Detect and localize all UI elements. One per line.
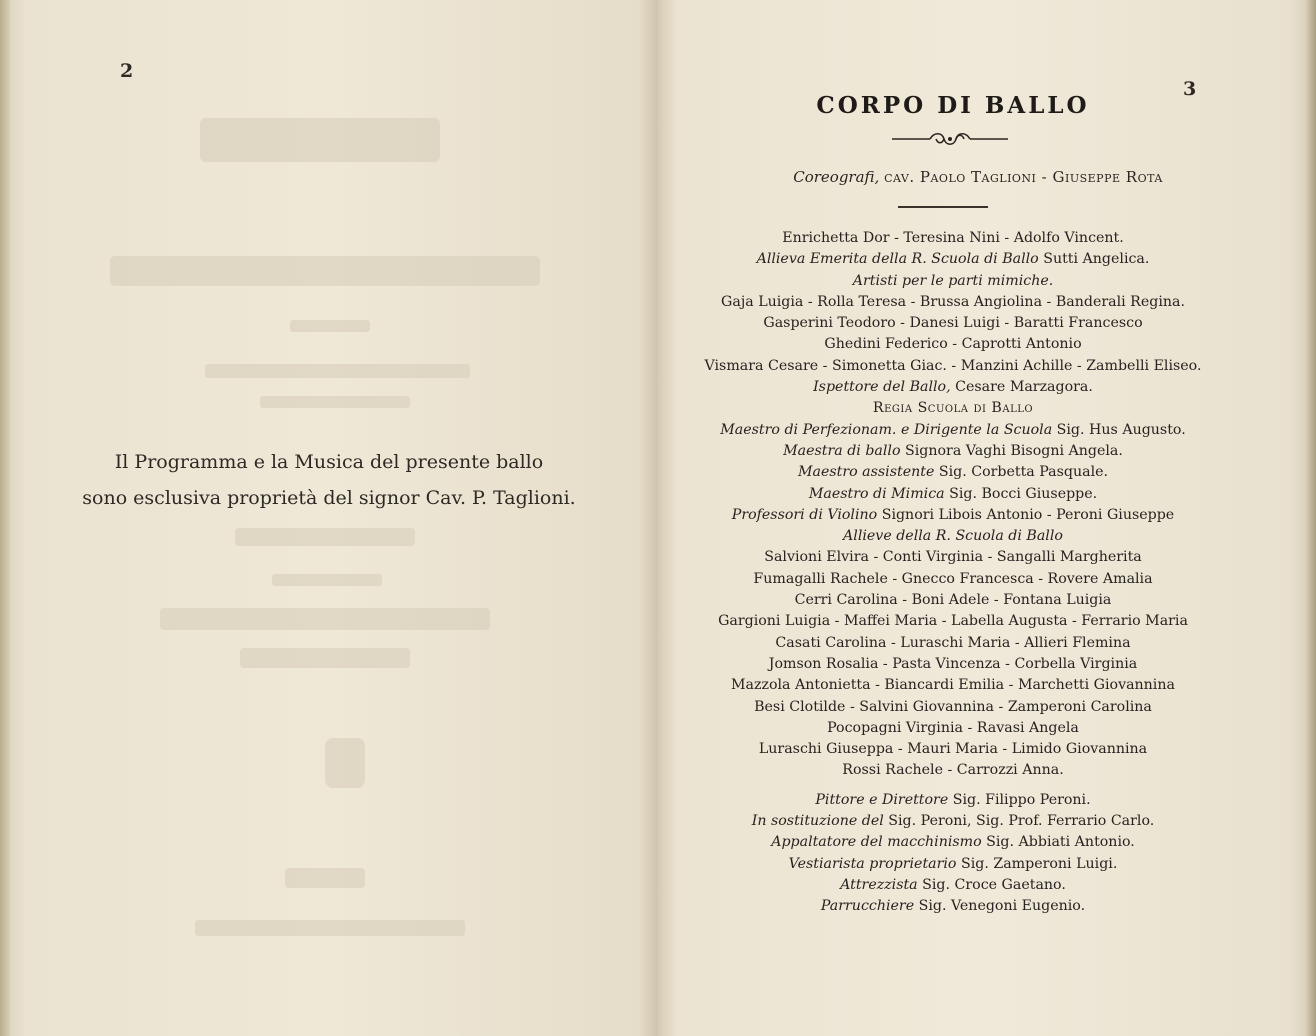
- cast-list: [673, 228, 1233, 918]
- cast-row-names: Ghedini Federico - Caprotti Antonio: [824, 336, 1082, 353]
- cast-row-names: Gasperini Teodoro - Danesi Luigi - Baratti Francesco: [763, 315, 1143, 332]
- right-page: [658, 0, 1316, 1036]
- cast-row-role: Allieve della R. Scuola di Ballo: [843, 528, 1063, 545]
- staff-row-names: Sig. Zamperoni Luigi.: [960, 855, 1118, 872]
- staff-row-role: Pittore e Direttore: [815, 791, 949, 808]
- section-title: CORPO DI BALLO: [816, 92, 1090, 119]
- cast-row-names: Signori Libois Antonio - Peroni Giuseppe: [881, 506, 1175, 523]
- cast-row-names: Cesare Marzagora.: [955, 379, 1093, 396]
- staff-row: [673, 854, 1233, 875]
- cast-row-names: Besi Clotilde - Salvini Giovannina - Zamperoni Carolina: [754, 698, 1152, 715]
- staff-row: [673, 811, 1233, 832]
- divider-rule: [898, 206, 988, 208]
- cast-row: [673, 718, 1233, 739]
- cast-row: [673, 356, 1233, 377]
- staff-row-role: Appaltatore del macchinismo: [771, 834, 982, 851]
- cast-row-role: Maestro assistente: [797, 464, 935, 481]
- cast-row-names: Vismara Cesare - Simonetta Giac. - Manzini Achille - Zambelli Eliseo.: [704, 357, 1202, 374]
- cast-row: [673, 420, 1233, 441]
- cast-row-names: Signora Vaghi Bisogni Angela.: [905, 442, 1123, 459]
- cast-row: [673, 675, 1233, 696]
- staff-row-role: In sostituzione del: [751, 813, 884, 830]
- cast-row: [673, 760, 1233, 781]
- copyright-notice: [0, 444, 658, 516]
- staff-row-names: Sig. Peroni, Sig. Prof. Ferrario Carlo.: [888, 813, 1155, 830]
- cast-row-names: Salvioni Elvira - Conti Virginia - Sangalli Margherita: [764, 549, 1142, 566]
- cast-row-role: Allieva Emerita della R. Scuola di Ballo: [756, 251, 1039, 268]
- cast-row-role: Maestra di ballo: [783, 442, 901, 459]
- cast-row: [673, 377, 1233, 398]
- cast-row-names: Sig. Bocci Giuseppe.: [949, 485, 1098, 502]
- cast-row-names: Enrichetta Dor - Teresina Nini - Adolfo Vincent.: [782, 230, 1124, 246]
- cast-row: [673, 611, 1233, 632]
- page-number-left: 2: [120, 60, 134, 82]
- cast-row-names: Casati Carolina - Luraschi Maria - Allieri Flemina: [775, 634, 1131, 651]
- staff-row-names: Sig. Croce Gaetano.: [922, 876, 1066, 893]
- cast-row-names: Rossi Rachele - Carrozzi Anna.: [842, 762, 1064, 779]
- cast-row: [673, 441, 1233, 462]
- staff-row: [673, 896, 1233, 917]
- cast-row: [673, 292, 1233, 313]
- staff-row-names: Sig. Filippo Peroni.: [952, 791, 1091, 808]
- cast-row: [673, 697, 1233, 718]
- cast-row-names: Pocopagni Virginia - Ravasi Angela: [827, 719, 1079, 736]
- cast-row-names: Jomson Rosalia - Pasta Vincenza - Corbella Virginia: [768, 655, 1138, 672]
- cast-row: [673, 547, 1233, 568]
- cast-row-role: Ispettore del Ballo,: [813, 379, 951, 396]
- staff-row: [673, 832, 1233, 853]
- cast-row: [673, 398, 1233, 419]
- staff-row-role: Parrucchiere: [820, 898, 915, 915]
- cast-row: [673, 462, 1233, 483]
- choreographers-names: cav. Paolo Taglioni - Giuseppe Rota: [884, 168, 1163, 186]
- cast-row-names: Regia Scuola di Ballo: [872, 400, 1034, 417]
- cast-row: [673, 313, 1233, 334]
- cast-row: [673, 526, 1233, 547]
- staff-row-names: Sig. Venegoni Eugenio.: [918, 898, 1086, 915]
- notice-line-1: Il Programma e la Musica del presente ballo: [114, 451, 544, 473]
- cast-row-names: Sutti Angelica.: [1043, 251, 1150, 268]
- flourish-ornament-icon: [890, 128, 1010, 150]
- cast-row-names: Gargioni Luigia - Maffei Maria - Labella Augusta - Ferrario Maria: [718, 613, 1188, 630]
- cast-row: [673, 633, 1233, 654]
- cast-row-names: Mazzola Antonietta - Biancardi Emilia - Marchetti Giovannina: [731, 677, 1175, 694]
- staff-row: [673, 875, 1233, 896]
- cast-row-names: Sig. Corbetta Pasquale.: [938, 464, 1109, 481]
- cast-row: [673, 654, 1233, 675]
- choreographers-label: Coreografi,: [793, 168, 880, 186]
- right-page-edge: [1306, 0, 1316, 1036]
- cast-row-role: Maestro di Perfezionam. e Dirigente la Scuola: [720, 421, 1053, 438]
- cast-row: [673, 569, 1233, 590]
- cast-row: [673, 334, 1233, 355]
- staff-row-names: Sig. Abbiati Antonio.: [986, 834, 1135, 851]
- staff-row-role: Attrezzista: [840, 876, 918, 893]
- cast-row-names: Fumagalli Rachele - Gnecco Francesca - Rovere Amalia: [753, 570, 1153, 587]
- cast-row: [673, 739, 1233, 760]
- staff-row: [673, 790, 1233, 811]
- cast-gap: [673, 782, 1233, 790]
- cast-row: [673, 590, 1233, 611]
- choreographers-line: [718, 168, 1238, 186]
- notice-line-2: sono esclusiva proprietà del signor Cav. P. Taglioni.: [82, 487, 576, 509]
- cast-row: [673, 505, 1233, 526]
- page-number-right: 3: [1183, 78, 1197, 100]
- cast-row-role: Professori di Violino: [731, 506, 878, 523]
- staff-row-role: Vestiarista proprietario: [788, 855, 957, 872]
- cast-row-role: Maestro di Mimica: [808, 485, 945, 502]
- cast-row: [673, 249, 1233, 270]
- cast-row: [673, 484, 1233, 505]
- cast-row-names: Sig. Hus Augusto.: [1056, 421, 1186, 438]
- cast-row-role: Artisti per le parti mimiche.: [852, 272, 1054, 289]
- cast-row-names: Luraschi Giuseppa - Mauri Maria - Limido Giovannina: [758, 741, 1148, 758]
- cast-row: [673, 228, 1233, 249]
- cast-row: [673, 271, 1233, 292]
- cast-row-names: Gaja Luigia - Rolla Teresa - Brussa Angiolina - Banderali Regina.: [721, 293, 1185, 310]
- cast-row-names: Cerri Carolina - Boni Adele - Fontana Luigia: [794, 592, 1112, 609]
